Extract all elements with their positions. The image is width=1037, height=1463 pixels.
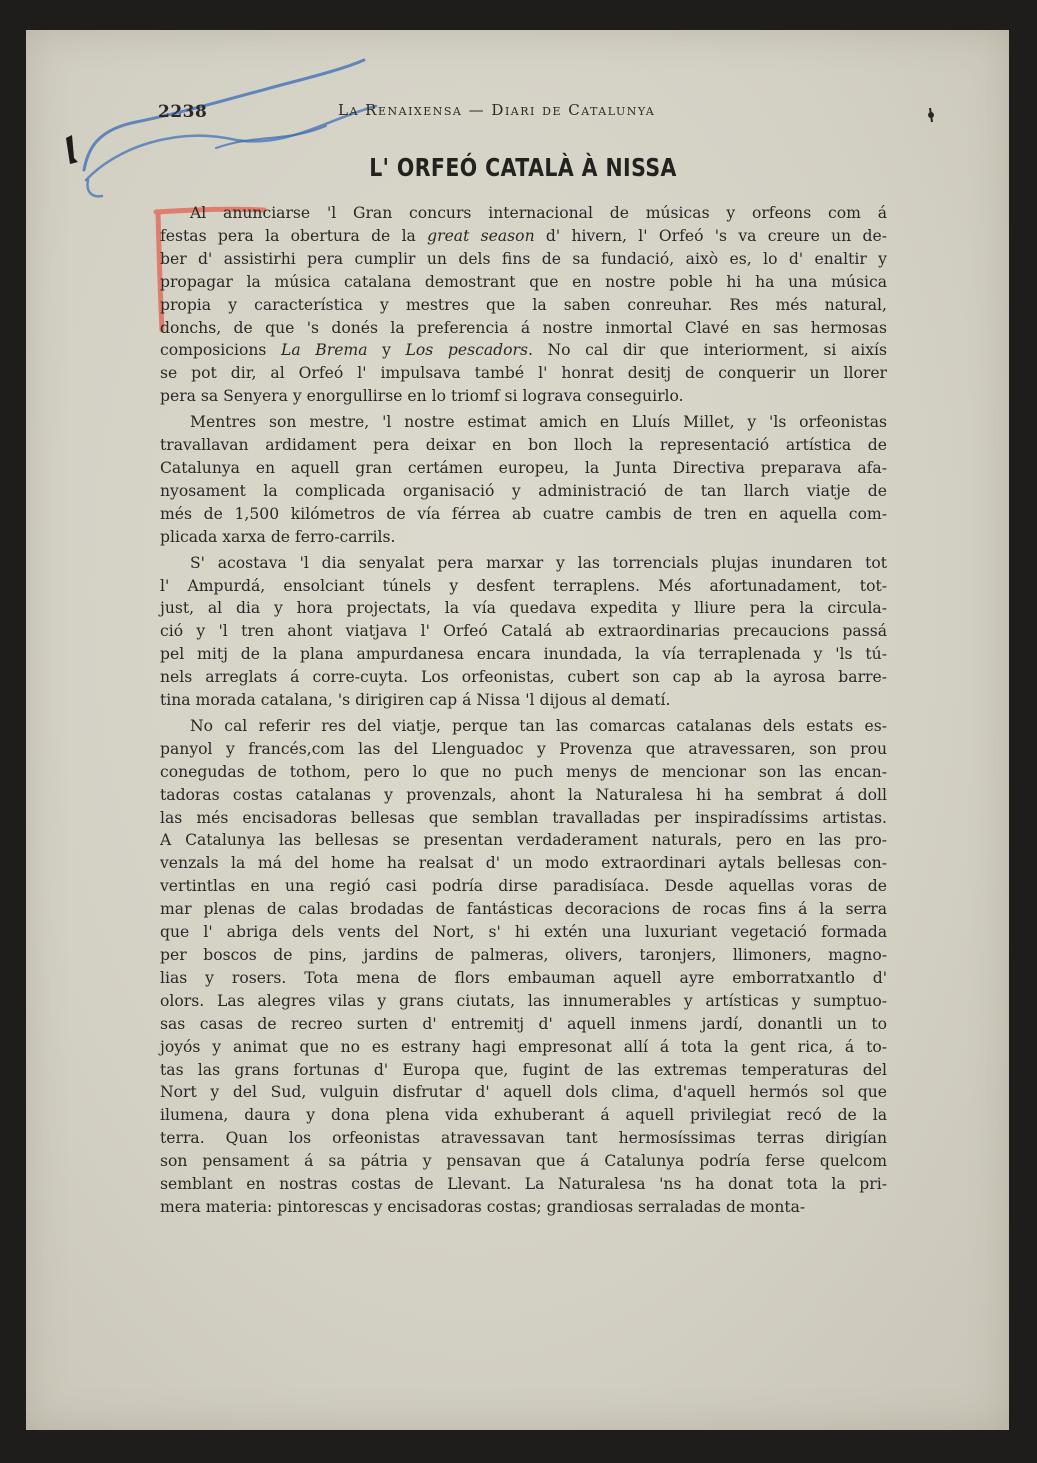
text-line: tina morada catalana, 's dirigiren cap á Nissa 'l dijous al dematí.	[160, 691, 671, 710]
text-line: venzals la má del home ha realsat d' un modo extraordinari aytals bellesas con-	[160, 854, 887, 873]
text-line: mar plenas de calas brodadas de fantásticas decoracions de rocas fins á la serra	[160, 900, 887, 919]
text-line: nels arreglats á corre-cuyta. Los orfeonistas, cubert son cap ab la ayrosa barre-	[160, 668, 887, 687]
text-line: per boscos de pins, jardins de palmeras, olivers, taronjers, llimoners, magno-	[160, 946, 887, 964]
text-line: ber d' assistirhi pera cumplir un dels fins de sa fundació, això es, lo d' enaltir y	[160, 249, 887, 268]
page-number: 2238	[158, 102, 208, 122]
text-line: vertintlas en una regió casi podría dirse paradisíaca. Desde aquellas voras de	[160, 877, 887, 896]
text-line: nyosament la complicada organisació y administració de tan llarch viatje de	[160, 481, 887, 500]
text-line: l' Ampurdá, ensolciant túnels y desfent terraplens. Més afortunadament, tot-	[160, 576, 887, 595]
document-page	[26, 30, 1009, 1430]
ink-blot	[66, 135, 78, 164]
text-line: terra. Quan los orfeonistas atravessavan tant hermosíssimas terras dirigían	[160, 1129, 887, 1148]
text-line: lias y rosers. Tota mena de flors embauman aquell ayre emborratxantlo d'	[160, 968, 887, 987]
text-line: panyol y francés,com las del Llenguadoc y Provenza que atravessaren, son prou	[160, 739, 887, 758]
running-head: La Renaixensa — Diari de Catalunya	[338, 101, 656, 119]
text-line: pera sa Senyera y enorgullirse en lo triomf si lograva conseguirlo.	[160, 387, 684, 406]
article-paragraph	[160, 715, 887, 1219]
text-line: se pot dir, al Orfeó l' impulsava també l' honrat desitj de conquerir un llorer	[160, 364, 887, 383]
page-header	[158, 98, 888, 124]
ink-dot	[928, 112, 934, 118]
text-line: Al anunciarse 'l Gran concurs internacional de músicas y orfeons com á	[190, 204, 887, 222]
article-title: L' ORFEÓ CATALÀ À NISSA	[369, 153, 677, 182]
text-line: plicada xarxa de ferro-carrils.	[160, 527, 396, 546]
text-line: donchs, de que 's donés la preferencia á nostre inmortal Clavé en sas hermosas	[160, 318, 887, 337]
text-line: ció y 'l tren ahont viatjava l' Orfeó Catalá ab extraordinarias precaucions passá	[160, 622, 887, 641]
text-line: A Catalunya las bellesas se presentan verdaderament naturals, pero en las pro-	[160, 831, 887, 850]
article-paragraph	[160, 411, 887, 548]
text-line: sas casas de recreo surten d' entremitj d' aquell inmens jardí, donantli un to	[160, 1014, 887, 1033]
article-paragraph	[160, 202, 887, 408]
text-line: festas pera la obertura de la great season d' hivern, l' Orfeó 's va creure un de-	[160, 226, 887, 245]
text-line: més de 1,500 kilómetros de vía férrea ab cuatre cambis de tren en aquella com-	[160, 504, 887, 523]
blue-pencil-scribble-3	[216, 126, 326, 148]
ink-tick	[930, 108, 932, 122]
text-line: tadoras costas catalanas y provenzals, ahont la Naturalesa hi ha sembrat á doll	[160, 785, 887, 804]
text-line: S' acostava 'l dia senyalat pera marxar y las torrencials plujas inundaren tot	[190, 553, 887, 572]
text-line: Catalunya en aquell gran certámen europeu, la Junta Directiva preparava afa-	[160, 458, 887, 477]
text-line: Mentres son mestre, 'l nostre estimat amich en Lluís Millet, y 'ls orfeonistas	[190, 413, 887, 432]
text-line: tas las grans fortunas d' Europa que, fugint de las extremas temperaturas del	[160, 1060, 887, 1079]
text-line: just, al dia y hora projectats, la vía quedava expedita y lliure pera la circula-	[160, 599, 887, 618]
blue-pencil-hook	[88, 180, 102, 196]
text-line: que l' abriga dels vents del Nort, s' hi extén una luxuriant vegetació formada	[160, 923, 887, 942]
article-paragraph	[160, 552, 887, 712]
article-body	[160, 202, 887, 1219]
text-line: olors. Las alegres vilas y grans ciutats, las innumerables y artísticas y sumptuo-	[160, 991, 887, 1010]
text-line: travallavan ardidament pera deixar en bon lloch la representació artística de	[160, 436, 887, 455]
text-line: No cal referir res del viatje, perque tan las comarcas catalanas dels estats es-	[190, 716, 887, 735]
text-line: propia y característica y mestres que la saben conreuhar. Res més natural,	[160, 295, 887, 314]
text-line: semblant en nostras costas de Llevant. La Naturalesa 'ns ha donat tota la pri-	[160, 1175, 887, 1194]
text-line: mera materia: pintorescas y encisadoras costas; grandiosas serraladas de monta-	[160, 1197, 806, 1216]
text-line: ilumena, daura y dona plena vida exhuberant á aquell privilegiat recó de la	[160, 1106, 887, 1125]
text-line: propagar la música catalana demostrant que en nostre poble hi ha una música	[160, 272, 887, 291]
text-line: son pensament á sa pátria y pensavan que á Catalunya podría ferse quelcom	[160, 1152, 887, 1171]
text-line: conegudas de tothom, pero lo que no puch menys de mencionar son las encan-	[160, 762, 887, 781]
text-line: composicions La Brema y Los pescadors. No cal dir que interiorment, si aixís	[160, 341, 887, 360]
text-line: joyós y animat que no es estrany hagi empresonat allí á tota la gent rica, á to-	[160, 1037, 887, 1056]
text-line: las més encisadoras bellesas que semblan travalladas per inspiradíssims artistas.	[160, 808, 887, 827]
text-line: pel mitj de la plana ampurdanesa encara inundada, la vía terraplenada y 'ls tú-	[160, 645, 887, 664]
text-line: Nort y del Sud, vulguin disfrutar d' aquell dols clima, d'aquell hermós sol que	[160, 1083, 887, 1102]
